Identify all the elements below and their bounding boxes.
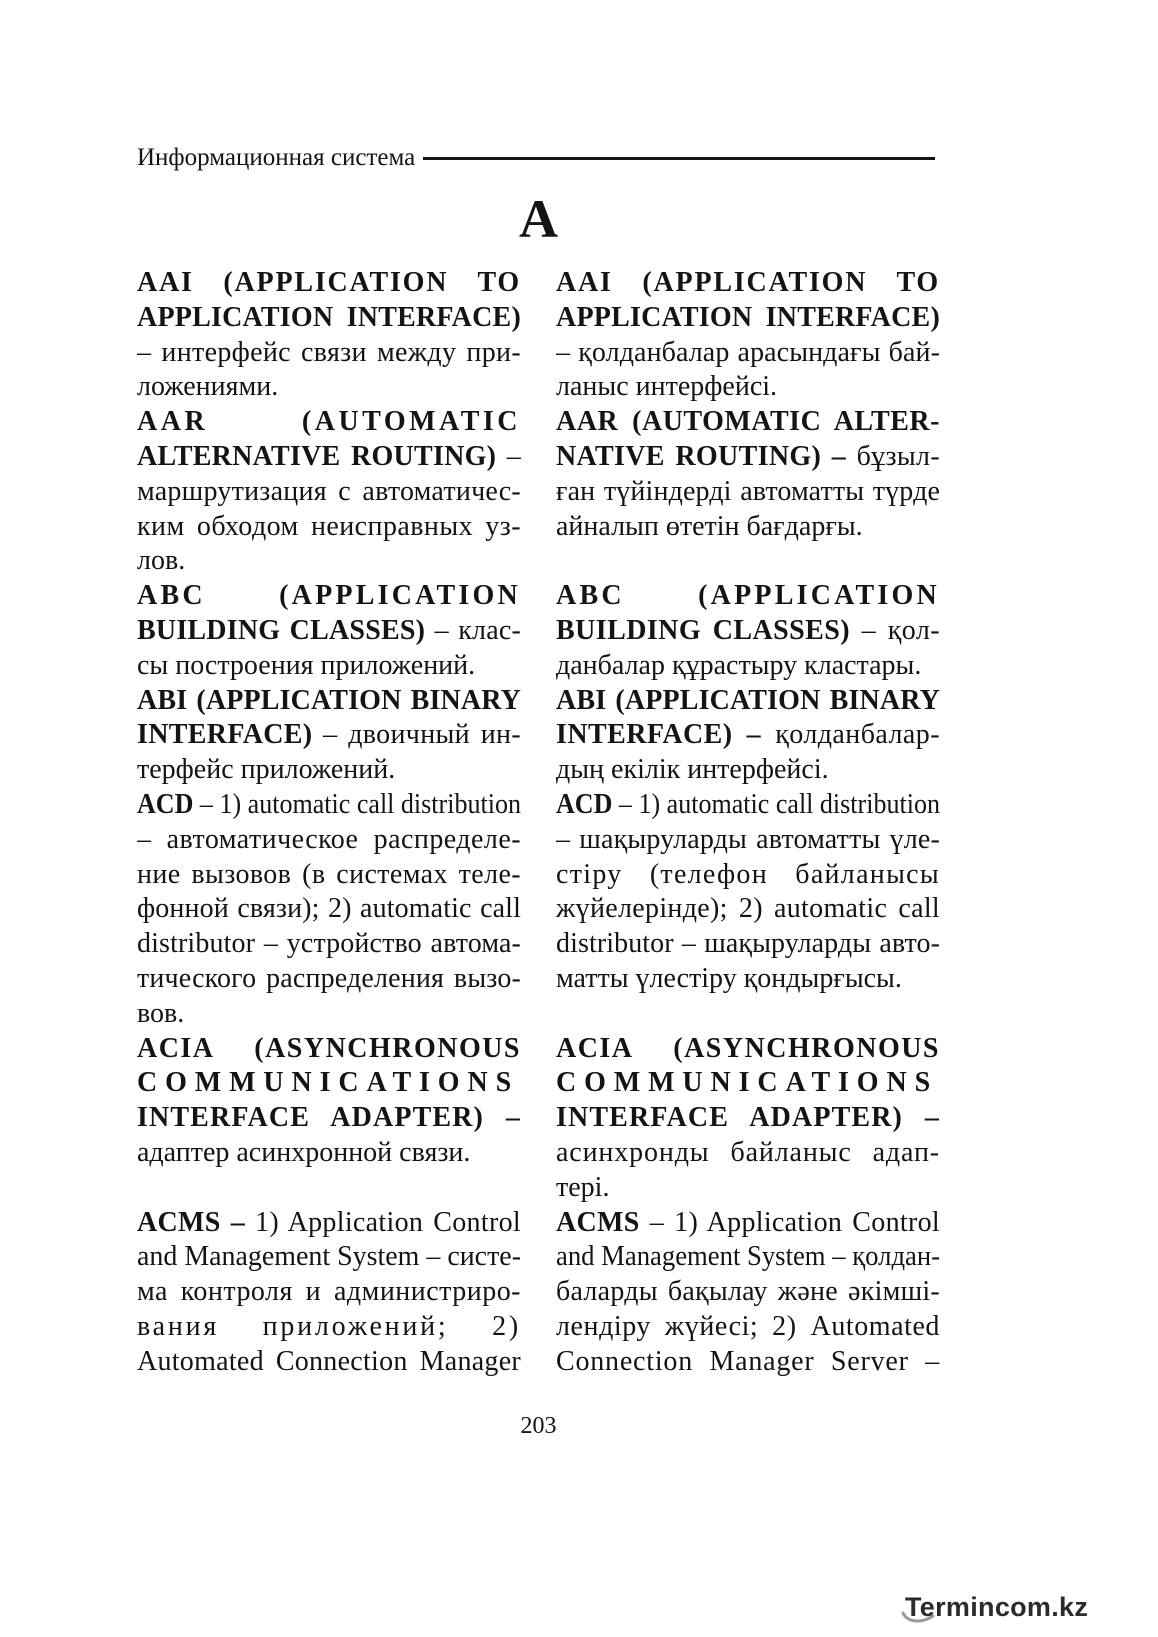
definition-text: ланыс интерфейсі. <box>556 371 778 403</box>
site-logo <box>905 1588 1088 1626</box>
definition-text: терфейс приложений. <box>137 754 396 786</box>
entry-line <box>137 1101 521 1136</box>
definition-text: вов. <box>137 997 185 1029</box>
definition-text: бұзыл- <box>846 440 940 472</box>
logo-text: Termincom.kz <box>905 1592 1089 1622</box>
term-text: ABC (APPLICATION <box>137 580 521 612</box>
entry-line-content <box>556 650 921 681</box>
entry-line <box>556 370 940 405</box>
entry-line <box>137 510 521 545</box>
definition-text: – автоматическое распределе- <box>137 823 521 855</box>
entry-line-content <box>556 267 940 298</box>
term-text: COMMUNICATIONS <box>137 1067 520 1099</box>
entry-line-content <box>556 406 940 437</box>
term-text: ACD <box>556 788 613 820</box>
entry-line-content <box>137 1240 521 1275</box>
entry-line-content <box>556 1346 940 1377</box>
definition-text: баларды бақылау және әкімші- <box>556 1276 940 1308</box>
dictionary-entry <box>137 788 521 1032</box>
entry-line <box>137 927 521 962</box>
entry-line <box>556 614 940 649</box>
definition-text: фонной связи); 2) automatic call <box>137 893 521 925</box>
dictionary-entry <box>556 266 940 405</box>
definition-text: and Management System – қолдан- <box>556 1241 940 1273</box>
entry-line-content <box>556 1276 940 1307</box>
term-text: ACMS – <box>137 1206 246 1238</box>
entry-line-content <box>137 1311 521 1342</box>
entry-line <box>137 1206 521 1241</box>
running-head-title: Информационная система <box>137 144 416 171</box>
entry-line <box>137 1275 521 1310</box>
entry-line <box>556 823 940 858</box>
entry-line-content <box>556 1207 940 1238</box>
definition-text: қолданбалар- <box>761 719 940 751</box>
running-head-rule <box>423 157 935 160</box>
entry-line-content <box>137 998 184 1029</box>
entry-line-content <box>137 476 521 507</box>
definition-text: ған түйіндерді автоматты түрде <box>556 475 940 507</box>
entry-line-content <box>556 824 940 855</box>
term-text: ABI (APPLICATION BINARY <box>556 684 940 716</box>
definition-text: – интерфейс связи между при- <box>137 336 521 368</box>
entry-line <box>137 649 521 684</box>
entry-line <box>556 1240 940 1275</box>
entry-line <box>137 858 521 893</box>
entry-line <box>137 1066 521 1101</box>
entry-line <box>556 1136 940 1171</box>
page-number: 203 <box>520 1413 557 1439</box>
term-text: ACMS <box>556 1206 640 1238</box>
definition-text: айналып өтетін бағдарғы. <box>556 510 863 542</box>
entry-line <box>556 405 940 440</box>
dictionary-entry <box>137 1206 521 1380</box>
entry-line <box>137 370 521 405</box>
entry-line <box>137 1136 521 1171</box>
entry-line-content <box>556 337 940 368</box>
entry-line-content <box>556 476 940 507</box>
term-text: AAI (APPLICATION TO <box>137 267 521 298</box>
entry-line-content <box>137 302 521 333</box>
definition-text: ние вызовов (в системах теле- <box>137 858 521 890</box>
entry-line <box>556 266 940 301</box>
term-text: ACIA (ASYNCHRONOUS <box>556 1032 940 1064</box>
definition-text: – 1) Application Control <box>639 1206 940 1238</box>
entry-line <box>137 892 521 927</box>
entry-line-content <box>556 615 940 646</box>
entry-line-content <box>556 788 940 823</box>
entry-line-content <box>556 859 940 890</box>
term-text: ACD <box>137 788 194 820</box>
dictionary-entry <box>556 1032 940 1206</box>
dictionary-entry <box>556 788 940 997</box>
definition-text: данбалар құрастыру кластары. <box>556 649 922 681</box>
entry-line <box>137 997 521 1032</box>
entry-line-content <box>556 1033 940 1064</box>
term-text: AAR (AUTOMATIC ALTER- <box>556 406 940 438</box>
entry-line-content <box>137 615 521 646</box>
definition-text: сы построения приложений. <box>137 649 476 681</box>
entry-line-content <box>556 719 940 750</box>
entry-line <box>556 336 940 371</box>
entry-line <box>556 1345 940 1380</box>
entry-line-content <box>137 511 521 542</box>
dictionary-entry <box>556 579 940 683</box>
entry-line-content <box>137 1067 519 1098</box>
entry-line-content <box>137 1033 521 1064</box>
entry-line <box>556 1275 940 1310</box>
definition-text: адаптер асинхронной связи. <box>137 1136 471 1168</box>
entry-line <box>556 1171 940 1206</box>
entry-line <box>137 440 521 475</box>
definition-text: – двоичный ин- <box>312 719 521 751</box>
entry-line <box>556 684 940 719</box>
term-text: APPLICATION INTERFACE) <box>556 301 940 333</box>
entry-line-content <box>137 650 475 681</box>
entry-line-content <box>556 1067 938 1098</box>
term-text: INTERFACE) <box>137 719 313 751</box>
entry-line-content <box>137 788 521 823</box>
entry-line <box>556 1066 940 1101</box>
term-text: INTERFACE ADAPTER) – <box>556 1102 940 1134</box>
entry-line-content <box>137 859 521 890</box>
entry-line <box>556 858 940 893</box>
entry-line-content <box>556 754 829 785</box>
entry-line <box>137 753 521 788</box>
term-text: BUILDING CLASSES) <box>556 614 850 646</box>
entry-line <box>137 544 521 579</box>
entry-line <box>137 788 521 823</box>
entry-line <box>137 579 521 614</box>
entry-line-content <box>137 928 521 959</box>
dictionary-entry <box>137 579 521 683</box>
definition-text: Automated Connection Manager <box>137 1345 521 1377</box>
dictionary-entry <box>556 684 940 788</box>
entry-line-content <box>556 1311 940 1342</box>
entry-line-content <box>137 1207 521 1238</box>
term-text: ACIA (ASYNCHRONOUS <box>137 1032 521 1064</box>
term-text: COMMUNICATIONS <box>556 1067 939 1099</box>
entry-line-content <box>556 928 940 959</box>
dictionary-entry <box>137 1032 521 1171</box>
dictionary-columns <box>137 266 940 1380</box>
definition-text: ложениями. <box>137 371 279 403</box>
entry-line-content <box>137 685 521 716</box>
term-text: INTERFACE ADAPTER) – <box>137 1102 521 1134</box>
dictionary-entry <box>556 1206 940 1380</box>
entry-line <box>137 684 521 719</box>
entry-line-content <box>556 511 863 542</box>
entry-line <box>137 614 521 649</box>
term-text: BUILDING CLASSES) <box>137 614 426 646</box>
entry-line <box>556 301 940 336</box>
entry-line <box>556 753 940 788</box>
term-text: ABC (APPLICATION <box>556 580 940 612</box>
entry-line <box>137 1240 521 1275</box>
entry-line <box>556 892 940 927</box>
entry-line-content <box>556 371 777 402</box>
dictionary-entry <box>137 405 521 579</box>
entry-line-content <box>137 267 521 298</box>
definition-text: вания приложений; 2) <box>137 1310 521 1342</box>
entry-line <box>556 962 940 997</box>
definition-text: ма контроля и администриро- <box>137 1276 521 1308</box>
entry-line <box>556 1032 940 1067</box>
entry-line <box>556 510 940 545</box>
entry-line-content <box>556 1102 940 1133</box>
entry-line <box>556 788 940 823</box>
entry-line <box>137 266 521 301</box>
entry-line-content <box>556 963 902 994</box>
entry-line <box>137 718 521 753</box>
definition-text: – клас- <box>425 614 521 646</box>
entry-line-content <box>556 1172 609 1203</box>
entry-line-content <box>137 824 521 855</box>
entry-line <box>137 405 521 440</box>
definition-text: – қол- <box>849 614 940 646</box>
entry-line <box>556 475 940 510</box>
entry-line <box>556 1206 940 1241</box>
definition-text: – <box>496 440 521 472</box>
definition-text: ким обходом неисправных уз- <box>137 510 521 542</box>
definition-text: – қолданбалар арасындағы бай- <box>556 336 940 368</box>
term-text: NATIVE ROUTING) – <box>556 440 847 472</box>
entry-line-content <box>137 1346 521 1377</box>
entry-line-content <box>137 893 521 924</box>
entry-line-content <box>556 1240 940 1275</box>
entry-line-content <box>556 441 940 472</box>
definition-text: матты үлестіру қондырғысы. <box>556 962 902 994</box>
entry-line <box>556 440 940 475</box>
term-text: APPLICATION INTERFACE) <box>137 301 521 333</box>
entry-line <box>137 301 521 336</box>
entry-line-content <box>137 1276 521 1307</box>
definition-text: асинхронды байланыс адап- <box>556 1136 940 1168</box>
entry-line-content <box>137 963 521 994</box>
dictionary-entry <box>137 684 521 788</box>
entry-line-content <box>137 1137 470 1168</box>
entry-line <box>556 927 940 962</box>
term-text: AAI (APPLICATION TO <box>556 267 940 298</box>
entry-line-content <box>137 545 185 576</box>
definition-text: distributor – шақыруларды авто- <box>556 928 940 960</box>
definition-text: Connection Manager Server – <box>556 1345 940 1377</box>
entry-line <box>556 649 940 684</box>
dictionary-entry <box>556 405 940 544</box>
entry-line <box>137 1310 521 1345</box>
definition-text: – 1) automatic call distribution <box>612 788 940 820</box>
definition-text: – 1) automatic call distribution <box>193 788 521 820</box>
entry-line <box>556 1101 940 1136</box>
dictionary-entry <box>137 266 521 405</box>
term-text: ABI (APPLICATION BINARY <box>137 684 521 716</box>
entry-line-content <box>556 1137 940 1168</box>
definition-text: – шақыруларды автоматты үле- <box>556 823 940 855</box>
entry-line <box>137 823 521 858</box>
entry-line-content <box>137 719 521 750</box>
term-text: ALTERNATIVE ROUTING) <box>137 440 497 472</box>
definition-text: and Management System – систе- <box>137 1241 521 1273</box>
definition-text: 1) Application Control <box>245 1206 521 1238</box>
section-letter: A <box>519 189 558 249</box>
definition-text: жүйелерінде); 2) automatic call <box>556 893 940 925</box>
term-text: AAR (AUTOMATIC <box>137 406 521 438</box>
entry-line-content <box>556 580 940 611</box>
term-text: INTERFACE) – <box>556 719 762 751</box>
entry-line-content <box>556 893 940 924</box>
definition-text: distributor – устройство автома- <box>137 928 521 960</box>
entry-line-content <box>137 1102 521 1133</box>
entry-line <box>137 475 521 510</box>
definition-text: тері. <box>556 1171 610 1203</box>
entry-line-content <box>556 302 940 333</box>
definition-text: лендіру жүйесі; 2) Automated <box>556 1310 940 1342</box>
definition-text: лов. <box>137 545 186 577</box>
entry-line-content <box>137 754 395 785</box>
entry-line <box>137 1345 521 1380</box>
entry-line-content <box>137 406 521 437</box>
entry-line <box>137 1032 521 1067</box>
definition-text: стіру (телефон байланысы <box>556 858 940 890</box>
definition-text: тического распределения вызо- <box>137 962 521 994</box>
entry-line-content <box>137 441 521 472</box>
entry-line <box>556 579 940 614</box>
running-head <box>137 143 935 173</box>
definition-text: маршрутизация с автоматичес- <box>137 475 521 507</box>
entry-line-content <box>137 371 278 402</box>
entry-line <box>137 962 521 997</box>
entry-line <box>556 1310 940 1345</box>
entry-line <box>556 718 940 753</box>
entry-line-content <box>556 685 940 716</box>
entry-line <box>137 336 521 371</box>
entry-line-content <box>137 580 521 611</box>
entry-line-content <box>137 337 521 368</box>
definition-text: дың екілік интерфейсі. <box>556 754 829 786</box>
